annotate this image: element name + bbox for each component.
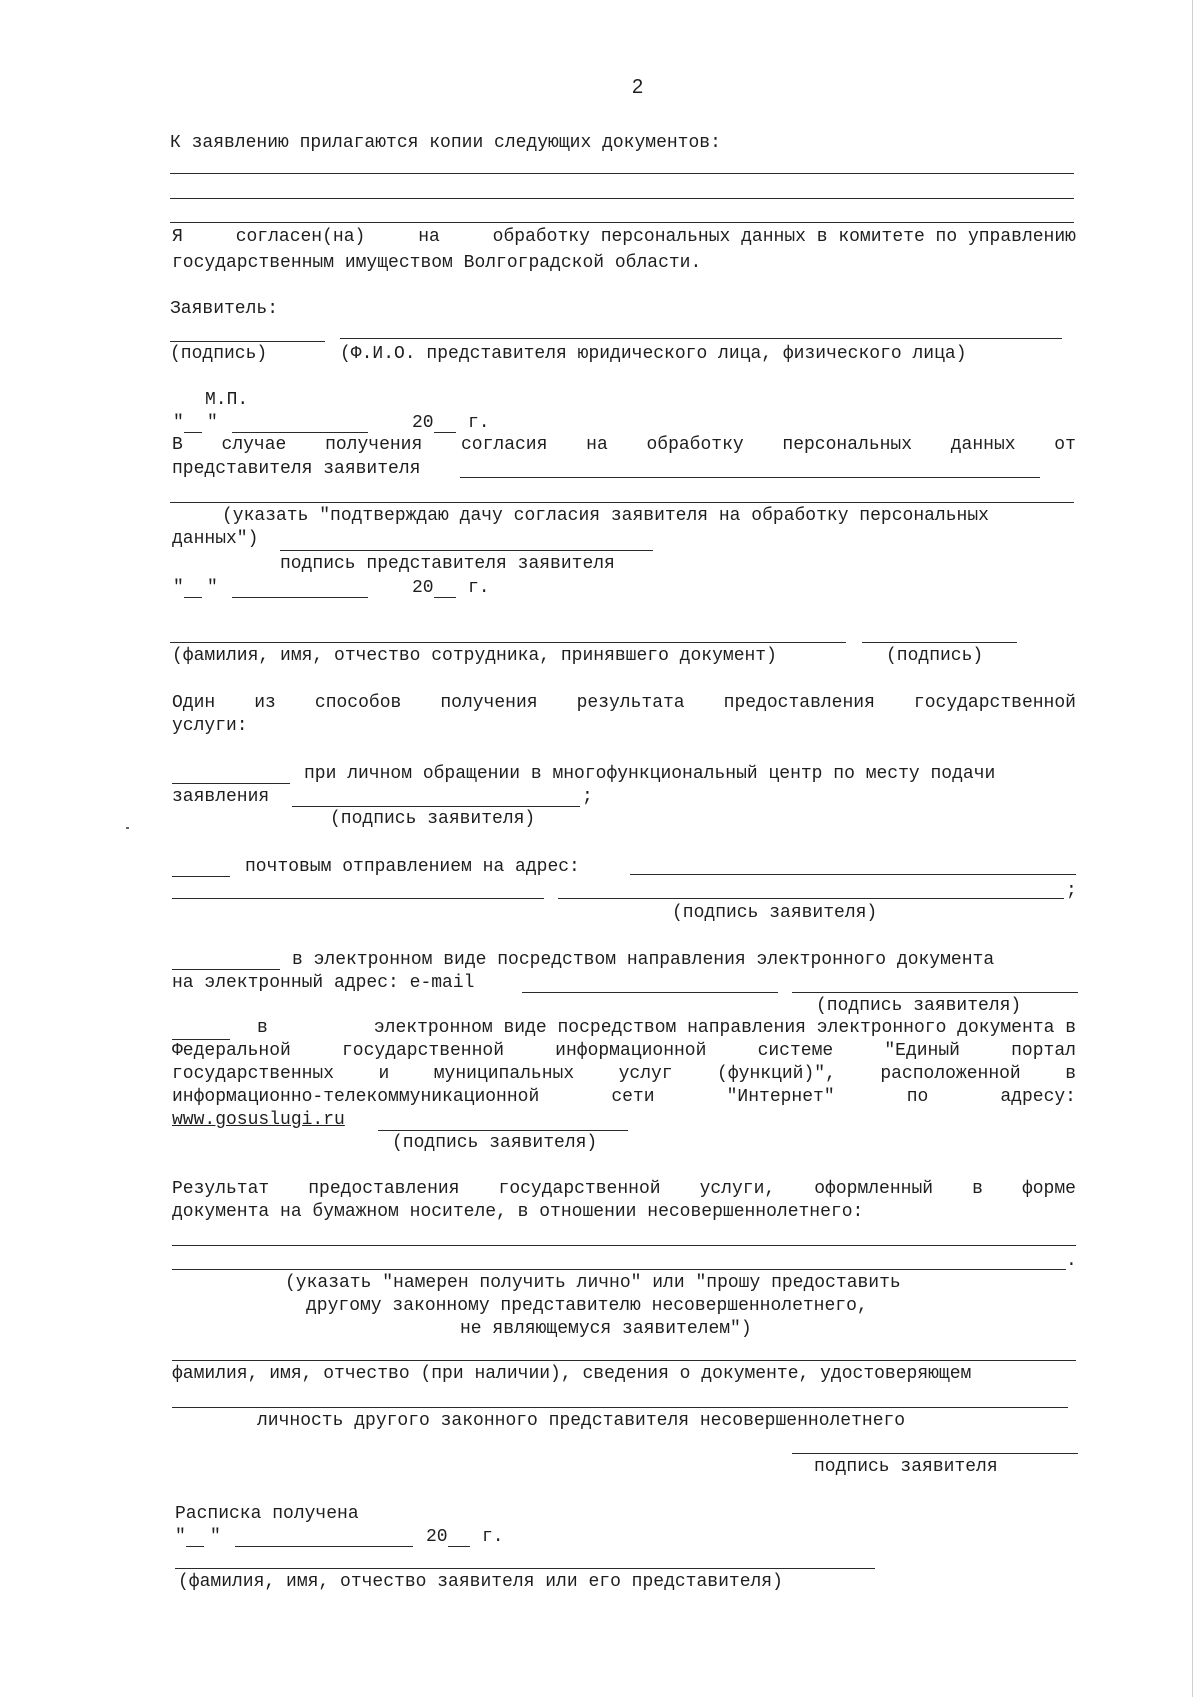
email-address-line [522, 992, 778, 993]
paper-instruction-3: не являющемуся заявителем") [460, 1319, 752, 1339]
email-signature-caption: (подпись заявителя) [816, 996, 1022, 1016]
portal-url[interactable]: www.gosuslugi.ru [172, 1110, 345, 1130]
page-number: 2 [632, 76, 644, 98]
paper-fio-line [172, 1360, 1076, 1361]
document-page: 2 К заявлению прилагаются копии следующих документов: Я согласен(на) на обработку персональных данных в комитете по управлению государственным имуществом Волгоградской области. Заявитель: (подпись) (Ф.И.О. представителя юридического лица, физического лица) М.П. " " 20 г. В случае получения согласия на обработку персональных данных от представителя заявителя (указать "подтверждаю дачу согласия заявителя на обработку персональных данных") подпись представителя заявителя " " 20 г. (фамилия, имя, отчество сотрудника, принявшего документ) (подпись) Один из способов получения результата предоставления государственной услуги: при личном обращении в многофункциональный центр по месту подачи заявления ; (подпись заявителя) почтовым отправлением на адрес: ; (подпись заявителя) в электронном виде посредством направления электронного документа на электронный адрес: e-mail (подпись заявителя) в электронном виде посредством направления электронного документа в Федеральной государственной информационной системе "Единый портал государственных и муниципальных услуг (функций)", расположенной в информационно-телекоммуникационной сети "Интернет" по адресу: www.gosuslugi.ru (подпись заявителя) Результат предоставления государственной услуги, оформленный в форме документа на бумажном носителе, в отношении несовершеннолетнего: . (указать "намерен получить лично" или "прошу предоставить другому законному представителю несовершеннолетнего, не являющемуся заявителем") фамилия, имя, отчество (при наличии), сведения о документе, удостоверяющем личность другого законного представителя несовершеннолетнего подпись заявителя Расписка получена " " 20 г. (фамилия, имя, отчество заявителя или его представителя) [0, 0, 1200, 1697]
mail-text: почтовым отправлением на адрес: [245, 857, 580, 877]
paper-result-period: . [1066, 1251, 1077, 1271]
mfc-line-2: заявления [172, 787, 270, 807]
paper-result-line-a [172, 1245, 1076, 1246]
mail-semicolon: ; [1066, 881, 1077, 901]
portal-signature-caption: (подпись заявителя) [392, 1133, 598, 1153]
paper-result-line-2: документа на бумажном носителе, в отношении несовершеннолетнего: [172, 1202, 864, 1222]
applicant-signature-line [170, 341, 325, 342]
consent-line-2: государственным имуществом Волгоградской области. [172, 253, 702, 273]
portal-line-3: государственных и муниципальных услуг (функций)", расположенной в [172, 1064, 1076, 1084]
stamp-label: М.П. [205, 390, 249, 410]
receiver-fio-line [170, 642, 846, 643]
mail-signature-caption: (подпись заявителя) [672, 903, 878, 923]
email-line-1: в электронном виде посредством направления электронного документа [292, 950, 995, 970]
paper-fio-caption-2: личность другого законного представителя несовершеннолетнего [257, 1411, 906, 1431]
representative-consent-line-2: представителя заявителя [172, 459, 421, 479]
applicant-signature-caption: (подпись) [170, 344, 268, 364]
receiver-signature-caption: (подпись) [886, 646, 984, 666]
mfc-signature-line [292, 806, 580, 807]
portal-line-1: в электронном виде посредством направления электронного документа в [257, 1018, 1076, 1038]
mfc-semicolon: ; [582, 787, 593, 807]
mfc-signature-caption: (подпись заявителя) [330, 809, 536, 829]
representative-instruction-1: (указать "подтверждаю дачу согласия заявителя на обработку персональных [222, 506, 989, 526]
receipt-label: Расписка получена [175, 1504, 359, 1524]
paper-result-line-b [172, 1269, 1066, 1270]
mail-address-line [630, 874, 1076, 875]
scan-speck [126, 827, 129, 829]
attachments-line-2 [170, 198, 1074, 199]
paper-fio-line-2 [172, 1407, 1068, 1408]
representative-signature-caption: подпись представителя заявителя [280, 554, 615, 574]
email-signature-line [792, 992, 1078, 993]
paper-instruction-1: (указать "намерен получить лично" или "прошу предоставить [285, 1273, 901, 1293]
methods-intro-line-1: Один из способов получения результата предоставления государственной [172, 693, 1076, 713]
paper-instruction-2: другому законному представителю несовершеннолетнего, [306, 1296, 868, 1316]
receiver-signature-line [862, 642, 1017, 643]
mfc-mark-line [172, 783, 290, 784]
email-mark-line [172, 969, 280, 970]
paper-signature-caption: подпись заявителя [814, 1457, 998, 1477]
mail-signature-line [558, 898, 1064, 899]
receiver-fio-caption: (фамилия, имя, отчество сотрудника, принявшего документ) [172, 646, 777, 666]
receipt-caption: (фамилия, имя, отчество заявителя или его представителя) [178, 1572, 783, 1592]
consent-line-1: Я согласен(на) на обработку персональных данных в комитете по управлению [172, 227, 1076, 247]
mail-mark-line [172, 876, 230, 877]
attachments-line-3 [170, 222, 1074, 223]
mfc-line-1: при личном обращении в многофункциональный центр по месту подачи [304, 764, 996, 784]
representative-consent-line-1: В случае получения согласия на обработку персональных данных от [172, 435, 1076, 455]
portal-line-2: Федеральной государственной информационной системе "Единый портал [172, 1041, 1076, 1061]
paper-signature-line [792, 1453, 1078, 1454]
portal-line-4: информационно-телекоммуникационной сети "Интернет" по адресу: [172, 1087, 1076, 1107]
representative-full-line [170, 502, 1074, 503]
paper-fio-caption-1: фамилия, имя, отчество (при наличии), сведения о документе, удостоверяющем [172, 1364, 972, 1384]
representative-signature-line [280, 550, 653, 551]
representative-line [460, 477, 1040, 478]
receipt-fio-line [175, 1568, 875, 1569]
mail-address-line-2 [172, 898, 544, 899]
email-line-2: на электронный адрес: e-mail [172, 973, 475, 993]
scan-edge-line [1192, 0, 1193, 1697]
applicant-fio-line [340, 338, 1062, 339]
attachments-line-1 [170, 173, 1074, 174]
attachments-heading: К заявлению прилагаются копии следующих документов: [170, 133, 721, 153]
applicant-label: Заявитель: [170, 299, 279, 319]
representative-instruction-2: данных") [172, 529, 259, 549]
portal-signature-line [378, 1130, 628, 1131]
methods-intro-line-2: услуги: [172, 716, 248, 736]
applicant-fio-caption: (Ф.И.О. представителя юридического лица, физического лица) [340, 344, 967, 364]
paper-result-line-1: Результат предоставления государственной услуги, оформленный в форме [172, 1179, 1076, 1199]
